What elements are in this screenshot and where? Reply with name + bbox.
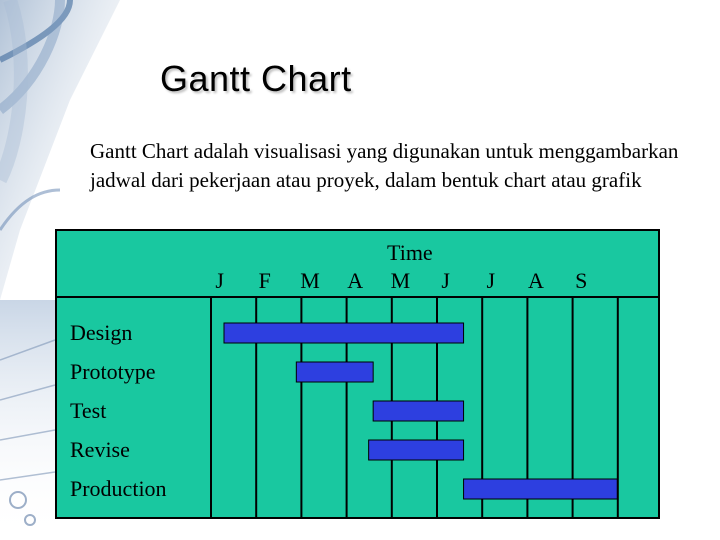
month-label: M bbox=[300, 268, 320, 293]
slide-title: Gantt Chart bbox=[160, 58, 352, 99]
task-bar bbox=[373, 401, 463, 421]
month-label: S bbox=[575, 268, 588, 293]
month-label: A bbox=[347, 268, 364, 293]
axis-title: Time bbox=[387, 240, 433, 265]
task-label: Revise bbox=[70, 437, 130, 462]
task-bar bbox=[296, 362, 373, 382]
month-label: J bbox=[486, 268, 496, 293]
task-label: Prototype bbox=[70, 359, 156, 384]
gantt-chart-svg bbox=[57, 231, 658, 517]
month-label: J bbox=[441, 268, 450, 293]
month-label: F bbox=[258, 268, 271, 293]
task-label: Design bbox=[70, 320, 133, 345]
task-label: Production bbox=[70, 476, 167, 501]
month-label: M bbox=[390, 268, 411, 293]
task-bar bbox=[369, 440, 464, 460]
slide-description: Gantt Chart adalah visualisasi yang digunakan untuk menggambarkan jadwal dari pekerjaan atau proyek, dalam bentuk chart atau grafik bbox=[90, 139, 679, 192]
task-label: Test bbox=[70, 398, 107, 423]
task-bar bbox=[224, 323, 464, 343]
month-label: A bbox=[528, 268, 544, 293]
task-bar bbox=[464, 479, 618, 499]
month-label: J bbox=[215, 268, 224, 293]
gantt-chart bbox=[55, 229, 660, 519]
